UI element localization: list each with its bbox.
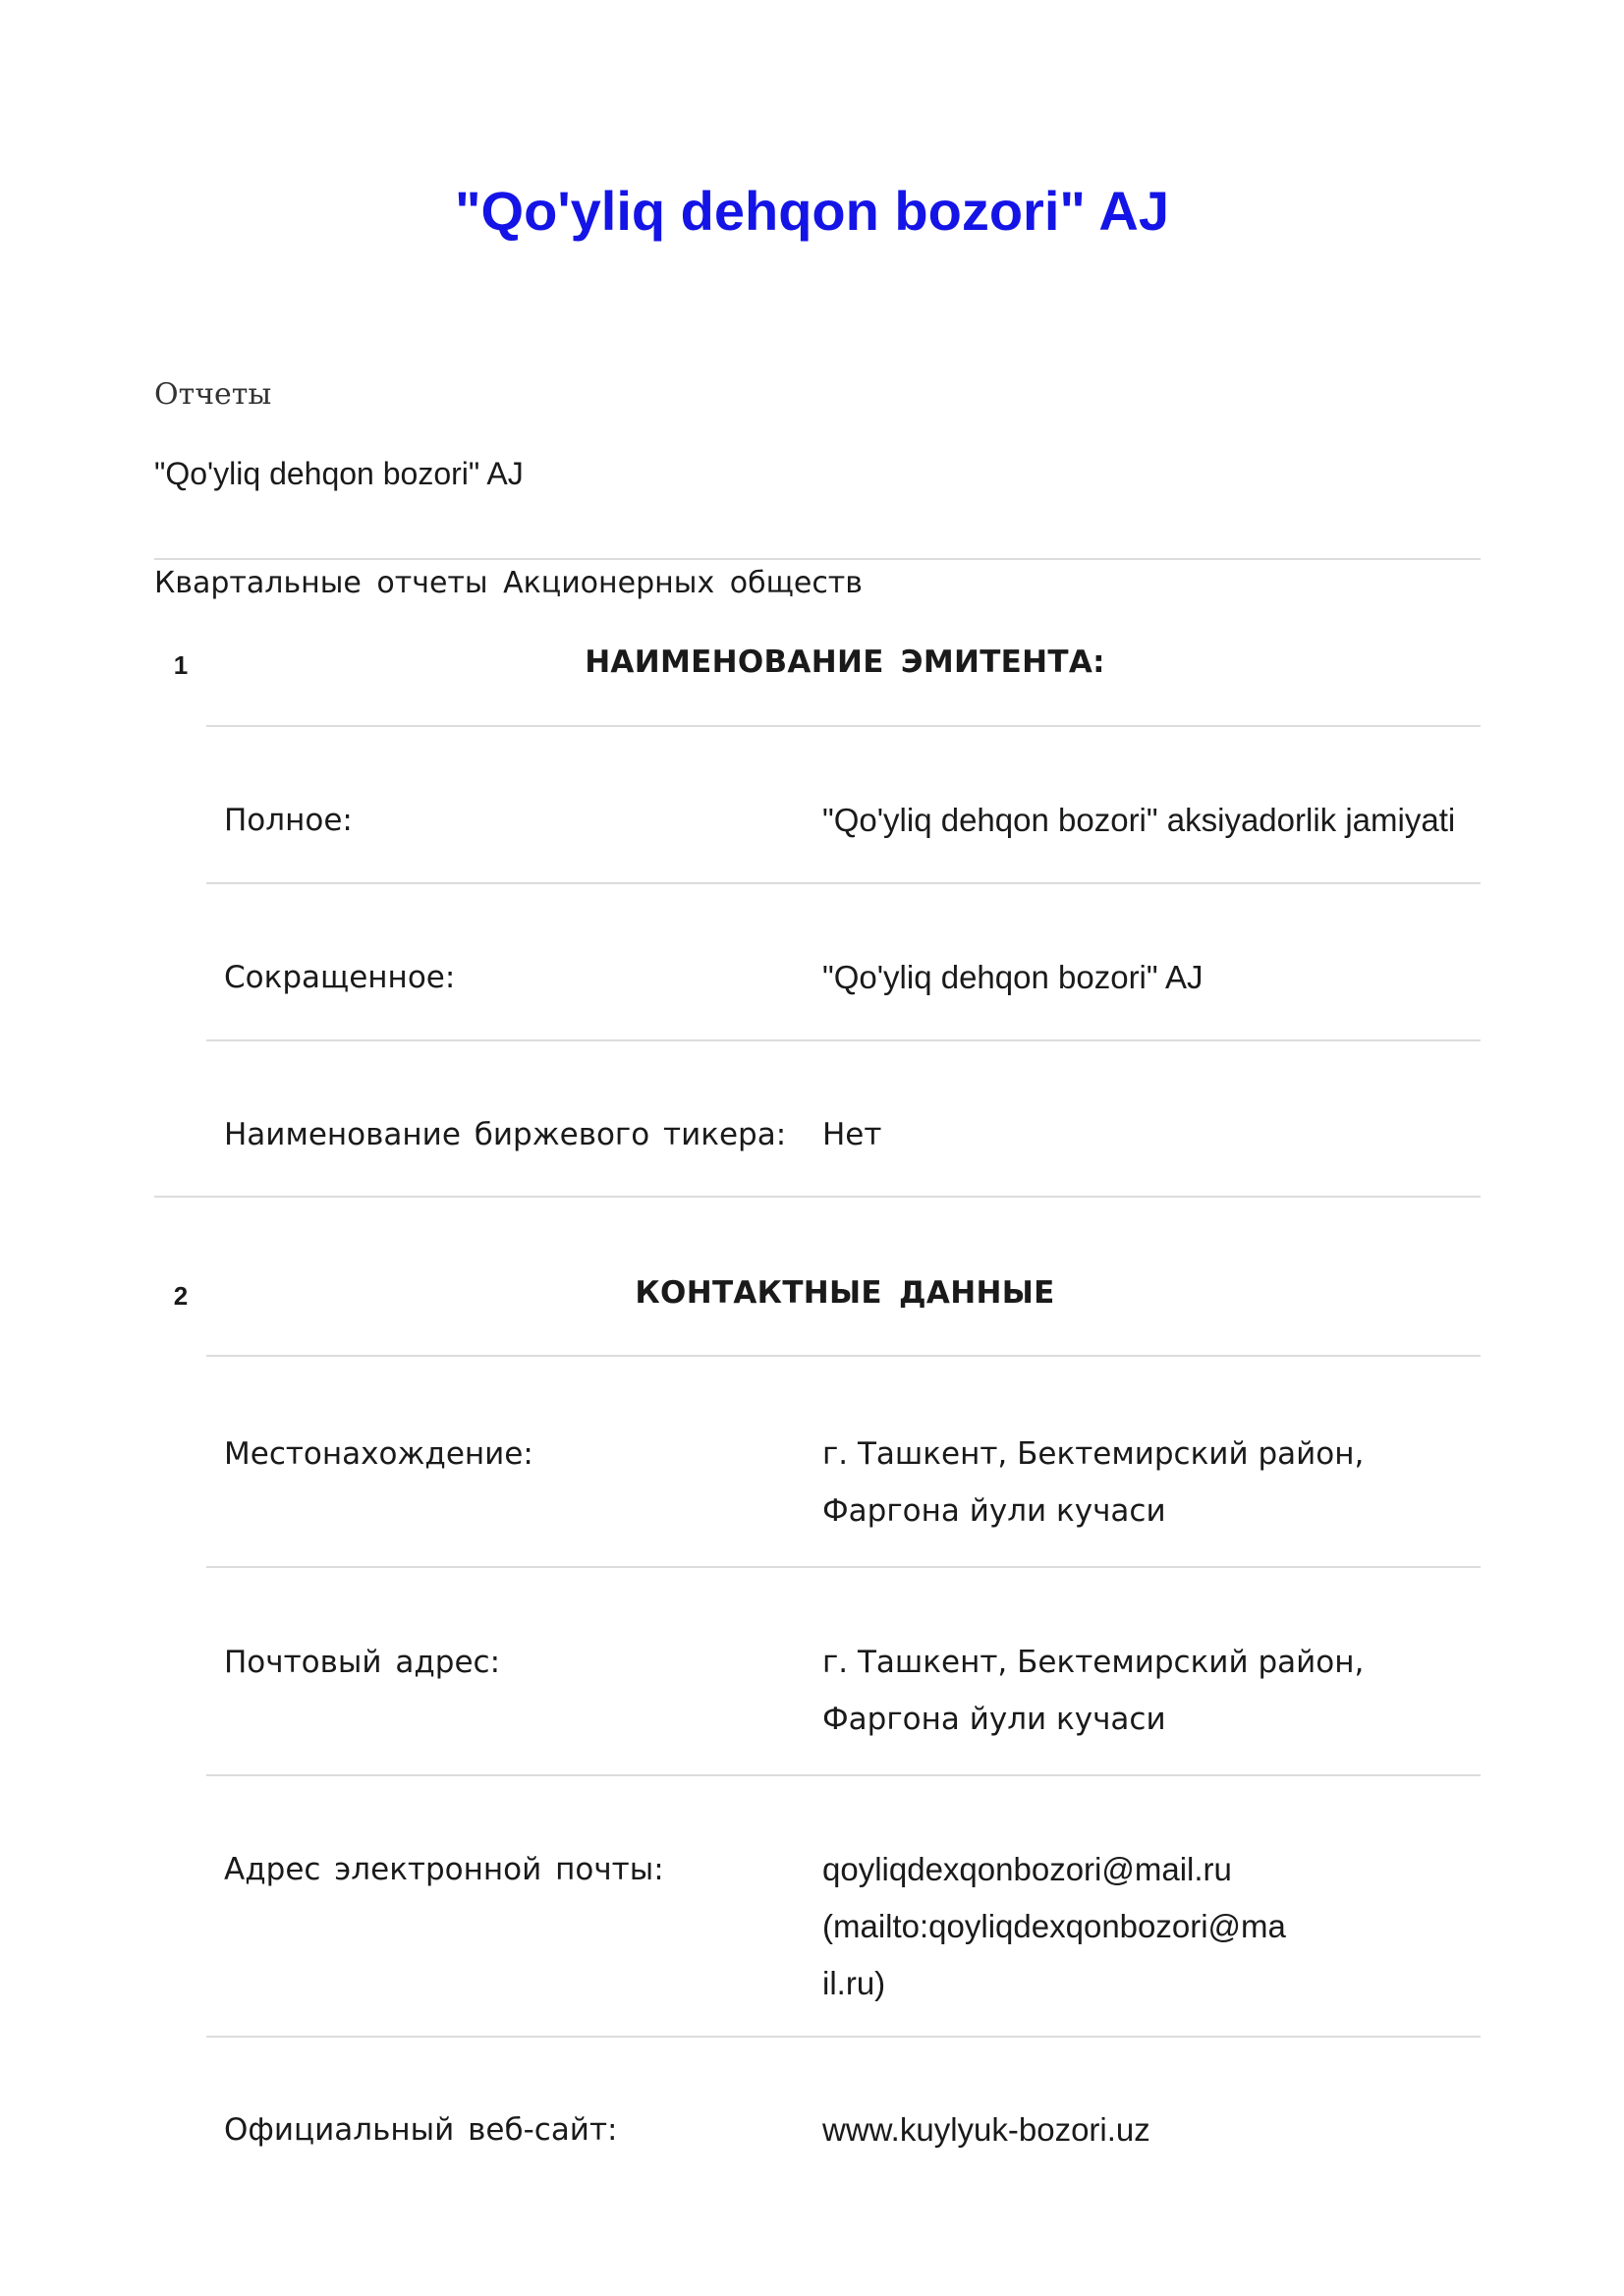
field-label: Полное:: [224, 803, 353, 838]
field-label: Адрес электронной почты:: [224, 1852, 664, 1887]
section-number: 2: [173, 1281, 189, 1311]
field-value: Нет: [822, 1117, 882, 1152]
divider: [206, 1566, 1481, 1568]
divider: [206, 725, 1481, 727]
divider: [206, 1039, 1481, 1041]
section-title: КОНТАКТНЫЕ ДАННЫЕ: [635, 1275, 1055, 1311]
field-label: Почтовый адрес:: [224, 1645, 501, 1680]
field-label: Наименование биржевого тикера:: [224, 1117, 787, 1152]
divider: [206, 2036, 1481, 2038]
field-value: "Qo'yliq dehqon bozori" aksiyadorlik jamiyati: [822, 802, 1456, 838]
field-value-line: г. Ташкент, Бектемирский район,: [822, 1436, 1365, 1472]
field-value: "Qo'yliq dehqon bozori" AJ: [822, 959, 1204, 995]
field-value: [822, 1426, 1471, 1540]
company-name: "Qo'yliq dehqon bozori" AJ: [154, 456, 524, 491]
page-title: "Qo'yliq dehqon bozori" AJ: [455, 180, 1169, 242]
section-number: 1: [173, 650, 189, 680]
divider: [206, 1355, 1481, 1357]
divider: [154, 558, 1481, 560]
field-label: Местонахождение:: [224, 1436, 533, 1472]
field-label: Официальный веб-сайт:: [224, 2112, 618, 2148]
field-value-line: Фаргона йули кучаси: [822, 1702, 1166, 1737]
section-title: НАИМЕНОВАНИЕ ЭМИТЕНТА:: [585, 644, 1105, 680]
divider: [206, 882, 1481, 884]
field-value-line[interactable]: qoyliqdexqonbozori@mail.ru: [822, 1851, 1232, 1887]
field-value: [822, 1634, 1471, 1748]
field-label: Сокращенное:: [224, 960, 456, 995]
field-value-line[interactable]: il.ru): [822, 1965, 886, 2001]
breadcrumb[interactable]: Отчеты: [154, 377, 272, 412]
field-value-line[interactable]: (mailto:qoyliqdexqonbozori@ma: [822, 1908, 1286, 1944]
report-type: Квартальные отчеты Акционерных обществ: [154, 566, 863, 600]
field-value-line: Фаргона йули кучаси: [822, 1493, 1166, 1529]
email-link[interactable]: [822, 1841, 1471, 2012]
divider: [154, 1196, 1481, 1198]
website-link[interactable]: www.kuylyuk-bozori.uz: [822, 2111, 1150, 2148]
divider: [206, 1774, 1481, 1776]
field-value-line: г. Ташкент, Бектемирский район,: [822, 1645, 1365, 1680]
